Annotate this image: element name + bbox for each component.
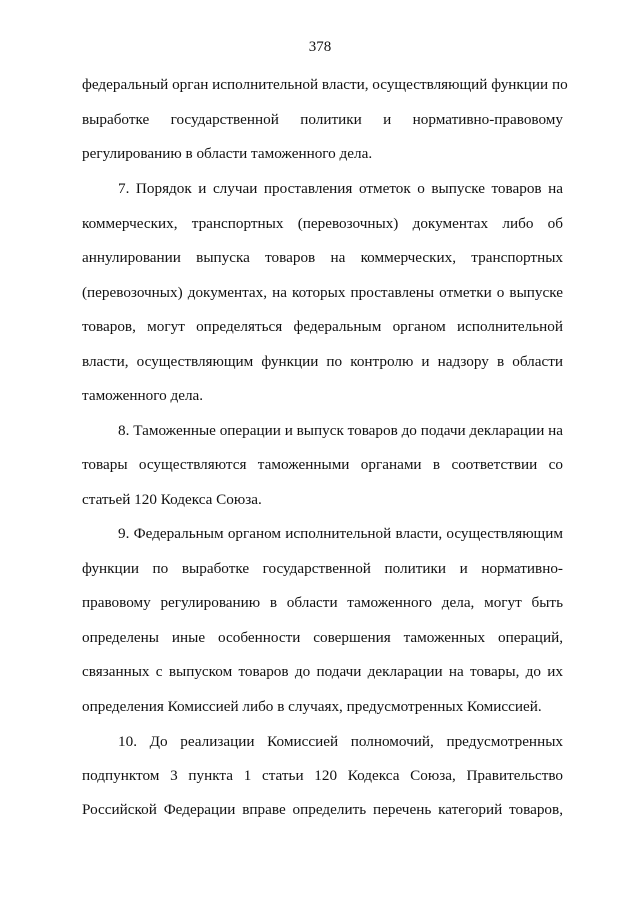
paragraph-7-first-line: 7. Порядок и случаи проставления отметок о выпуске товаров на: [118, 180, 563, 197]
paragraph-10-first-line: 10. До реализации Комиссией полномочий, предусмотренных: [118, 733, 563, 750]
text-line: таможенного дела.: [82, 387, 204, 404]
text-line: определены иные особенности совершения таможенных операций,: [82, 629, 563, 646]
paragraph-8-first-line: 8. Таможенные операции и выпуск товаров до подачи декларации на: [118, 422, 563, 439]
text-line: Российской Федерации вправе определить перечень категорий товаров,: [82, 801, 563, 818]
text-line: связанных с выпуском товаров до подачи декларации на товары, до их: [82, 663, 563, 680]
text-line: власти, осуществляющим функции по контролю и надзору в области: [82, 353, 563, 370]
text-line: (перевозочных) документах, на которых проставлены отметки о выпуске: [82, 284, 563, 301]
text-line: определения Комиссией либо в случаях, предусмотренных Комиссией.: [82, 698, 542, 715]
text-line: коммерческих, транспортных (перевозочных) документах либо об: [82, 215, 563, 232]
text-line: статьей 120 Кодекса Союза.: [82, 491, 262, 508]
text-line: функции по выработке государственной политики и нормативно-: [82, 560, 563, 577]
paragraph-9-first-line: 9. Федеральным органом исполнительной власти, осуществляющим: [118, 525, 563, 542]
text-line: товары осуществляются таможенными органами в соответствии со: [82, 456, 563, 473]
text-line: подпунктом 3 пункта 1 статьи 120 Кодекса Союза, Правительство: [82, 767, 563, 784]
text-line: правовому регулированию в области таможенного дела, могут быть: [82, 594, 563, 611]
text-line: товаров, могут определяться федеральным органом исполнительной: [82, 318, 563, 335]
text-line: регулированию в области таможенного дела.: [82, 145, 373, 162]
text-line: выработке государственной политики и нормативно-правовому: [82, 111, 563, 128]
page-number: 378: [308, 39, 332, 55]
text-line: федеральный орган исполнительной власти, осуществляющий функции по: [82, 76, 568, 93]
text-line: аннулировании выпуска товаров на коммерческих, транспортных: [82, 249, 563, 266]
